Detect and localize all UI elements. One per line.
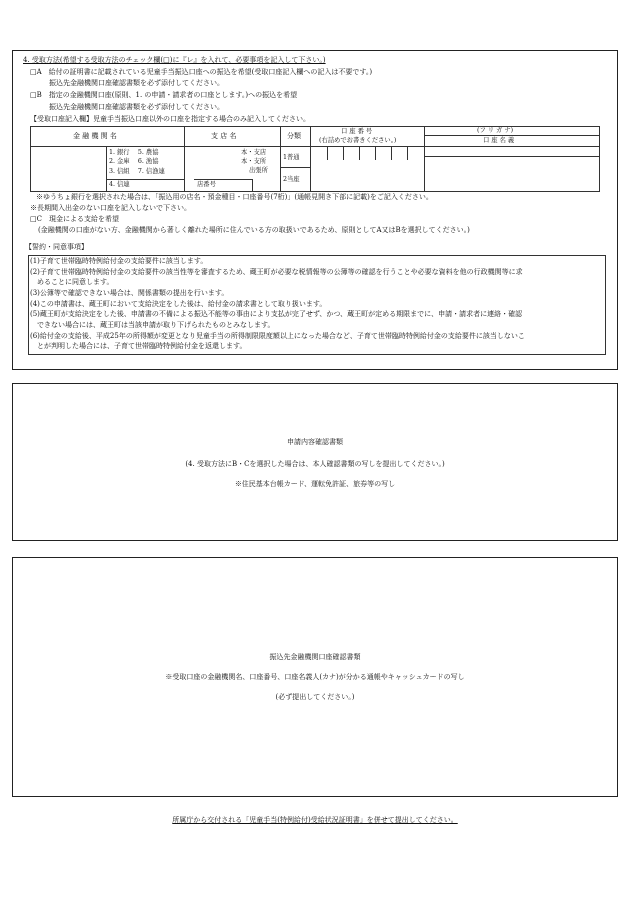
bank-type-1: 1. 銀行 5. 農協 <box>109 149 159 156</box>
account-section-heading: 【受取口座記入欄】児童手当振込口座以外の口座を指定する場合のみ記入してください。 <box>30 115 310 123</box>
pledge-line-5: (4)この申請書は、蔵王町において支給決定をした後は、給付金の請求書として取り扱います。 <box>30 300 327 308</box>
pledge-line-9: とが判明した場合には、子育て世帯臨時特例給付金を返還します。 <box>30 342 247 350</box>
id-document-instruction: (4. 受取方法にB・Cを選択した場合は、本人確認書類の写しを提出してください。) <box>185 460 445 468</box>
pledge-line-7: できない場合には、蔵王町は当該申請が取り下げられたものとみなします。 <box>30 321 275 329</box>
option-c-checkbox[interactable]: □C 現金による支給を希望 <box>30 215 119 223</box>
pledge-line-4: (3)公簿等で確認できない場合は、関係書類の提出を行います。 <box>30 289 229 297</box>
account-table <box>30 126 600 192</box>
branch-type-1: 本・支店 <box>241 149 267 156</box>
col-kana-header: (フ リ ガ ナ) <box>477 127 514 134</box>
section4-title: 4. 受取方法(希望する受取方法のチェック欄(□)に『レ』を入れて、必要事項を記入して下さい。) <box>23 56 326 64</box>
col-acct-header: 口 座 番 号 <box>341 128 373 135</box>
acct-type-current: 2当座 <box>283 176 300 183</box>
pledge-line-3: めることに同意します。 <box>30 278 114 286</box>
option-c-note: (金融機関の口座がない方、金融機関から著しく離れた場所に住んでいる方の取扱いであるため、原則としてA又はBを選択してください。) <box>38 226 470 234</box>
bank-document-title: 振込先金融機関口座確認書類 <box>269 653 361 661</box>
col-acct-note: (右詰めでお書きください。) <box>319 137 397 144</box>
option-a-note: 振込先金融機関口座確認書類を必ず添付してください。 <box>49 79 224 87</box>
col-holder-header: 口 座 名 義 <box>483 137 515 144</box>
col-bank-header: 金 融 機 関 名 <box>73 132 117 140</box>
option-a-checkbox[interactable]: □A 給付の証明書に記載されている児童手当振込口座への振込を希望(受取口座記入欄への記入は不要です。) <box>30 68 373 76</box>
col-type-header: 分類 <box>287 132 301 140</box>
pledge-line-8: (6)給付金の支給後、平成25年の所得額が変更となり児童手当の所得制限限度額以上になった場合など、子育て世帯臨時特例給付金の支給要件に該当しないこ <box>30 332 525 340</box>
branch-number-label: 店番号 <box>197 181 216 188</box>
col-branch-header: 支 店 名 <box>211 132 237 140</box>
branch-type-3: 出張所 <box>249 167 268 174</box>
footer-note: 所属庁から交付される「児童手当(特例給付)受給状況証明書」を併せて提出してください。 <box>172 816 458 824</box>
bank-type-4: 4. 信連 <box>109 181 130 188</box>
bank-document-required: (必ず提出してください。) <box>275 693 355 701</box>
id-document-title: 申請内容確認書類 <box>287 438 343 446</box>
bank-type-2: 2. 金庫 6. 漁協 <box>109 158 159 165</box>
bank-type-3: 3. 信組 7. 信漁連 <box>109 168 165 175</box>
id-document-examples: ※住民基本台帳カード、運転免許証、旅券等の写し <box>234 480 396 488</box>
option-b-note: 振込先金融機関口座確認書類を必ず添付してください。 <box>49 103 224 111</box>
pledge-line-6: (5)蔵王町が支給決定をした後、申請書の不備による振込不能等の事由により支払が完了せず、かつ、蔵王町が定める期限までに、申請・請求者に連絡・確認 <box>30 310 523 318</box>
bank-document-instruction: ※受取口座の金融機関名、口座番号、口座名義人(カナ)が分かる通帳やキャッシュカードの写し <box>165 673 465 681</box>
dormant-account-note: ※長期間入出金のない口座を記入しないで下さい。 <box>30 204 191 212</box>
pledge-line-2: (2)子育て世帯臨時特例給付金の支給要件の該当性等を審査するため、蔵王町が必要な税情報等の公簿等の確認を行うことや必要な資料を他の行政機関等に求 <box>30 268 523 276</box>
pledge-heading: 【誓約・同意事項】 <box>25 243 88 251</box>
pledge-line-1: (1)子育て世帯臨時特例給付金の支給要件に該当します。 <box>30 257 208 265</box>
acct-type-ordinary: 1普通 <box>283 154 300 161</box>
option-b-checkbox[interactable]: □B 指定の金融機関口座(原則、1. の申請・請求者の口座とします。)への振込を希望 <box>30 91 298 99</box>
branch-type-2: 本・支所 <box>241 158 267 165</box>
yucho-note: ※ゆうちょ銀行を選択された場合は、「振込用の店名・預金種目・口座番号(7桁)」(通帳見開き下部に記載)をご記入ください。 <box>36 193 433 201</box>
